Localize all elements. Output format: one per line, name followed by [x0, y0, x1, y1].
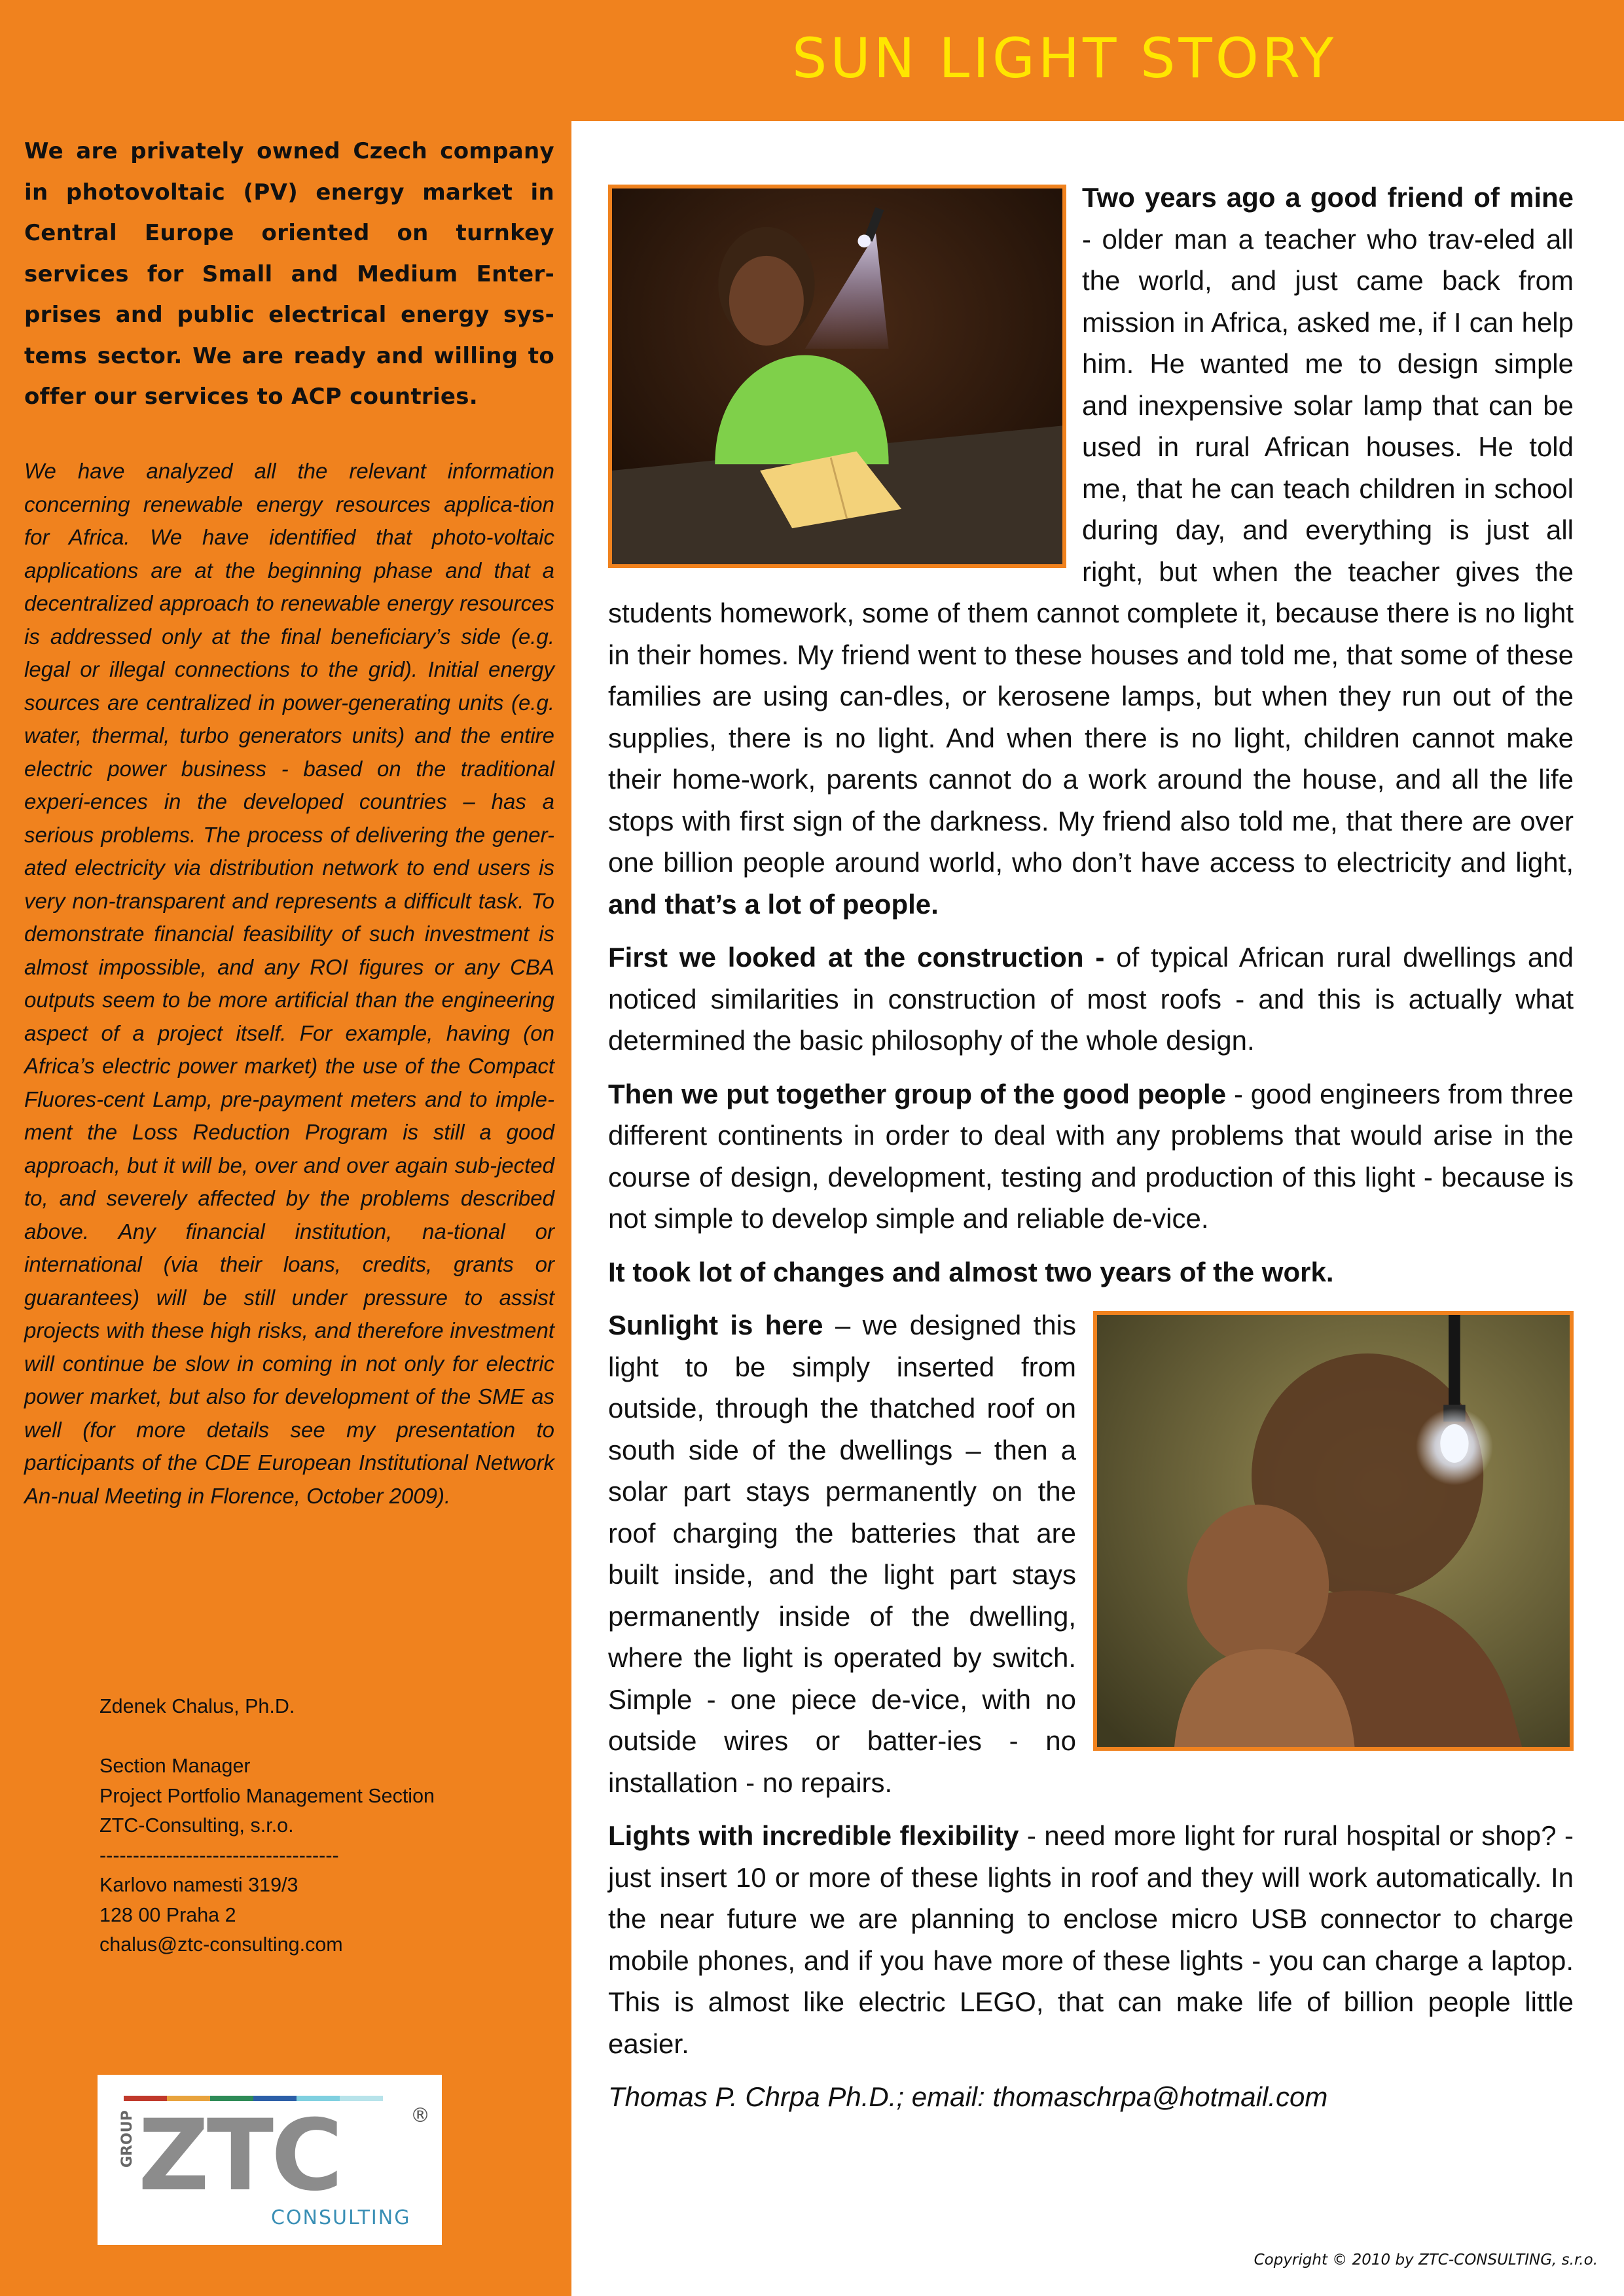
- contact-block: [99, 1692, 505, 1960]
- logo-subtitle-text: CONSULTING: [271, 2206, 411, 2229]
- ztc-logo-graphic: [98, 2075, 442, 2245]
- logo-name-text: ZTC: [138, 2099, 341, 2213]
- author-signature: Thomas P. Chrpa Ph.D.; email: thomaschrpa@hotmail.com: [608, 2081, 1328, 2112]
- analysis-text: We have analyzed all the relevant information concerning renewable energy resources applica-tion for Africa. We have identified that photo-voltaic applications are at the beginning phase and that a decentralized approach to renewable energy resources is addressed only at the final beneficiary’s side (e.g. legal or illegal connections to the grid). Initial energy sources are centralized in power-generating units (e.g. water, thermal, turbo generators units) and the entire electric power business - based on the traditional experi-ences in the developed countries – has a serious problems. The process of delivering the gener-ated electricity via distribution network to end users is very non-transparent and represents a difficult task. To demonstrate financial feasibility of such investment is almost impossible, and any ROI figures or any CBA outputs seem to be more artificial than the engineering aspect of a project itself. For example, having (on Africa’s electric power market) the use of the Compact Fluores-cent Lamp, pre-payment meters and to imple-ment the Loss Reduction Program is still a good approach, but it will be, over and over again sub-jected to, and severely affected by the problems described above. Any financial institution, na-tional or international (via their loans, credits, grants or guarantees) will be still under pressure to assist projects with these high risks, and therefore investment will continue be slow in coming in not only for electric power market, but also for development of the SME as well (for more details see my presentation to participants of the CDE European Institutional Network An-nual Meeting in Florence, October 2009).: [24, 459, 554, 1508]
- paragraph-lead: Two years ago a good friend of mine: [1082, 182, 1574, 213]
- contact-company: ZTC-Consulting, s.r.o.: [99, 1814, 294, 1837]
- paragraph-changes: It took lot of changes and almost two years of the work.: [608, 1256, 1334, 1287]
- company-intro: We are privately owned Czech company in photovoltaic (PV) energy market in Central Europe oriented on turnkey services for Small and Medium Enter-prises and public electrical energy sys-tems sector. We are ready and willing to offer our services to ACP countries.: [24, 138, 554, 410]
- contact-position: Section Manager: [99, 1755, 251, 1777]
- illustration-child-reading: [608, 185, 1066, 568]
- logo-registered-text: ®: [410, 2104, 430, 2127]
- paragraph-story: Two years ago a good friend of mine - older man a teacher who trav-eled all the world, and just came back from mission in Africa, asked me, if I can help him. He wanted me to design simple and inexpensive solar lamp that can be used in rural African houses. He told me, that he can teach children in school during day, and everything is just all right, but when the teacher gives the students homework, some of them cannot complete it, because there is no light in their homes. My friend went to these houses and told me, that some of these families are using can-dles, or kerosene lamps, but when they run out of the supplies, there is no light. And when there is no light, children cannot make their home-work, parents cannot do a work around the house, and all the life stops with first sign of the darkness. My friend also told me, that there are over one billion people around world, who don’t have access to electricity and light, and that’s a lot of people.: [608, 182, 1574, 920]
- paragraph-team: Then we put together group of the good people - good engineers from three different continents in order to deal with any problems that would arise in the course of design, development, testing and production of this light - because is not simple to develop simple and reliable de-vice.: [608, 1078, 1574, 1234]
- contact-section: Project Portfolio Management Section: [99, 1784, 435, 1807]
- paragraph-sunlight: Sunlight is here – we designed this light to be simply inserted from outside, through the thatched roof on south side of the dwellings – then a solar part stays permanently on the roof charging the batteries that are built inside, and the light part stays permanently inside of the dwelling, where the light is operated by switch. Simple - one piece de-vice, with no outside wires or batter-ies - no installation - no repairs.: [608, 1304, 1574, 1803]
- page-title: SUN LIGHT STORY: [792, 26, 1337, 90]
- article: [608, 177, 1574, 2130]
- paragraph-flexibility: Lights with incredible flexibility - need more light for rural hospital or shop? - just insert 10 or more of these lights in roof and they will work automatically. In the near future we are planning to enclose micro USB connector to charge mobile phones, and if you have more of these lights - you can charge a laptop. This is almost like electric LEGO, that can make life of billion people little easier.: [608, 1820, 1574, 2059]
- contact-divider: ------------------------------------: [99, 1844, 339, 1867]
- illustration-mother-child: [1093, 1311, 1574, 1751]
- contact-street: Karlovo namesti 319/3: [99, 1874, 298, 1896]
- contact-email: chalus@ztc-consulting.com: [99, 1933, 343, 1956]
- logo-group-text: GROUP: [119, 2110, 135, 2168]
- copyright: Copyright © 2010 by ZTC-CONSULTING, s.r.o.: [1254, 2251, 1598, 2269]
- paragraph-construction: First we looked at the construction - of typical African rural dwellings and noticed similarities in construction of most roofs - and this is actually what determined the basic philosophy of the whole design.: [608, 942, 1574, 1056]
- ztc-logo: [98, 2075, 442, 2245]
- contact-name: Zdenek Chalus, Ph.D.: [99, 1695, 295, 1717]
- contact-city: 128 00 Praha 2: [99, 1903, 236, 1926]
